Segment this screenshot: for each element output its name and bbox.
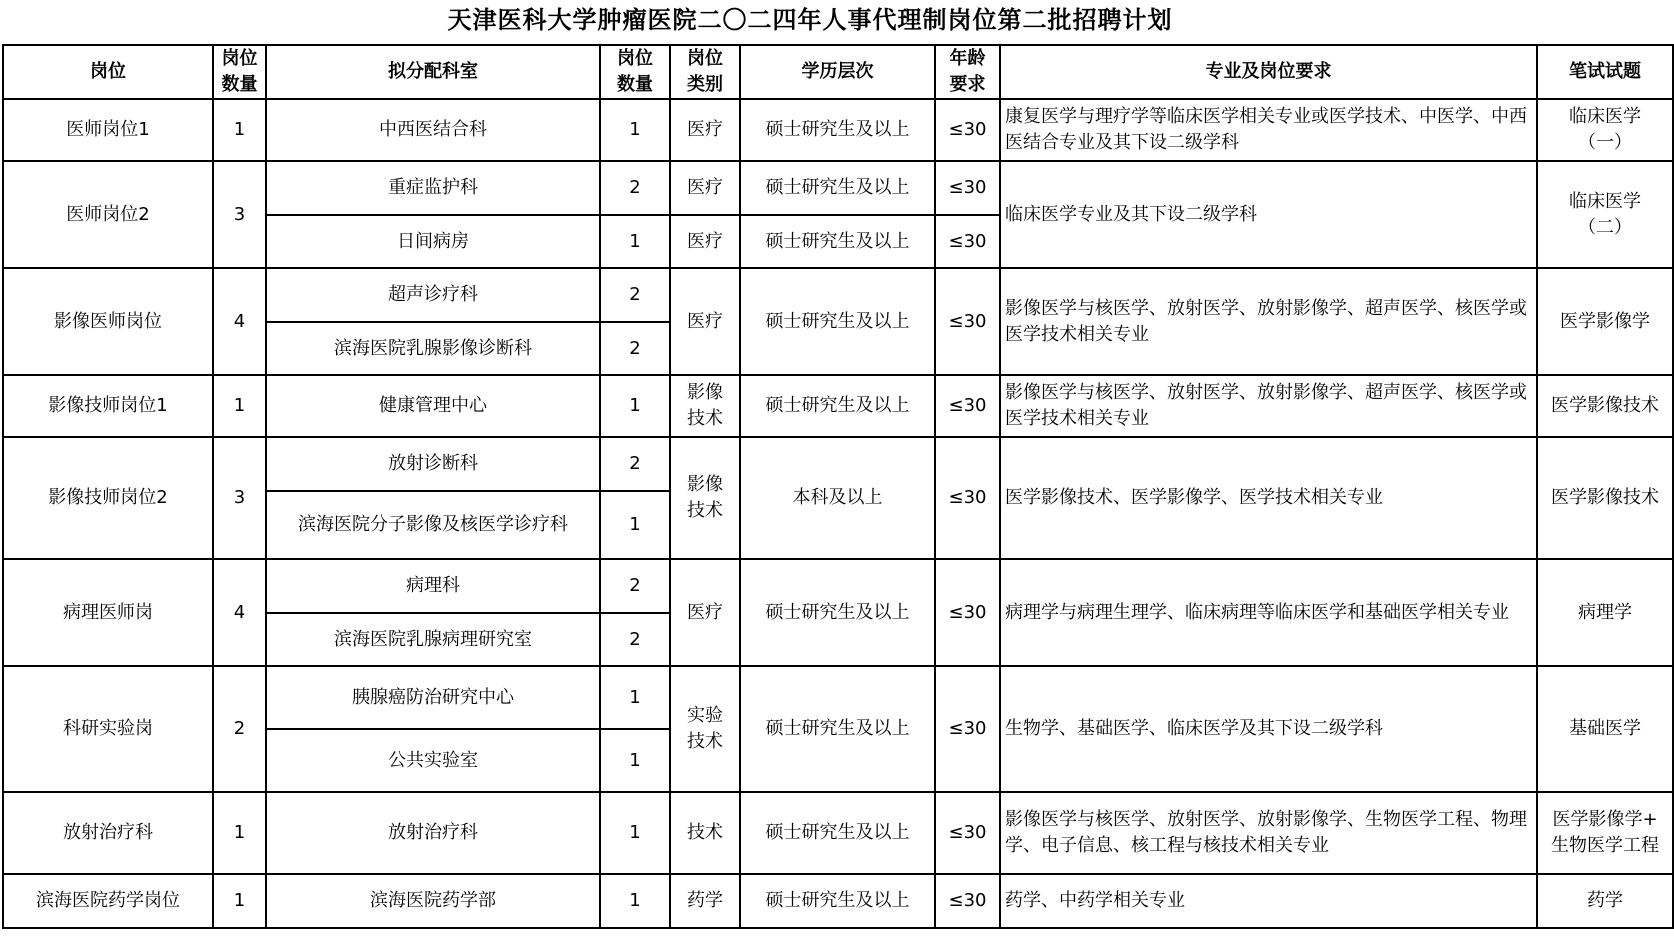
table-row [3,99,1673,161]
position-count-cell: 4 [213,559,266,666]
position-count-cell: 1 [213,874,266,928]
dept-count-cell: 2 [600,322,670,375]
header-position-count: 岗位 数量 [213,45,266,99]
dept-count-cell: 1 [600,375,670,437]
department-cell: 滨海医院乳腺影像诊断科 [266,322,600,375]
requirements-cell: 影像医学与核医学、放射医学、放射影像学、超声医学、核医学或医学技术相关专业 [1000,268,1537,375]
table-row [3,268,1673,322]
header-age: 年龄 要求 [935,45,1000,99]
age-cell: ≤30 [935,215,1000,268]
category-cell: 影像 技术 [670,437,740,559]
requirements-cell: 病理学与病理生理学、临床病理等临床医学和基础医学相关专业 [1000,559,1537,666]
table-row [3,161,1673,215]
exam-cell: 医学影像技术 [1537,437,1673,559]
department-cell: 胰腺癌防治研究中心 [266,666,600,729]
position-cell: 影像技师岗位1 [3,375,213,437]
dept-count-cell: 1 [600,792,670,874]
position-count-cell: 3 [213,437,266,559]
requirements-cell: 临床医学专业及其下设二级学科 [1000,161,1537,268]
department-cell: 滨海医院乳腺病理研究室 [266,613,600,666]
dept-count-cell: 2 [600,613,670,666]
requirements-cell: 医学影像技术、医学影像学、医学技术相关专业 [1000,437,1537,559]
category-cell: 医疗 [670,215,740,268]
position-count-cell: 1 [213,792,266,874]
position-cell: 影像技师岗位2 [3,437,213,559]
requirements-cell: 影像医学与核医学、放射医学、放射影像学、生物医学工程、物理学、电子信息、核工程与核技术相关专业 [1000,792,1537,874]
department-cell: 公共实验室 [266,729,600,792]
recruitment-table [2,44,1674,929]
position-count-cell: 3 [213,161,266,268]
department-cell: 中西医结合科 [266,99,600,161]
age-cell: ≤30 [935,666,1000,792]
table-row [3,666,1673,729]
exam-cell: 临床医学 （一） [1537,99,1673,161]
position-cell: 科研实验岗 [3,666,213,792]
requirements-cell: 影像医学与核医学、放射医学、放射影像学、超声医学、核医学或医学技术相关专业 [1000,375,1537,437]
header-requirements: 专业及岗位要求 [1000,45,1537,99]
header-dept-count: 岗位 数量 [600,45,670,99]
position-cell: 医师岗位1 [3,99,213,161]
position-cell: 滨海医院药学岗位 [3,874,213,928]
category-cell: 医疗 [670,99,740,161]
header-exam: 笔试试题 [1537,45,1673,99]
requirements-cell: 康复医学与理疗学等临床医学相关专业或医学技术、中医学、中西医结合专业及其下设二级学科 [1000,99,1537,161]
position-count-cell: 1 [213,375,266,437]
table-row [3,437,1673,491]
education-cell: 硕士研究生及以上 [740,666,935,792]
age-cell: ≤30 [935,268,1000,375]
department-cell: 放射诊断科 [266,437,600,491]
position-count-cell: 1 [213,99,266,161]
age-cell: ≤30 [935,559,1000,666]
education-cell: 本科及以上 [740,437,935,559]
position-cell: 放射治疗科 [3,792,213,874]
age-cell: ≤30 [935,874,1000,928]
category-cell: 医疗 [670,559,740,666]
table-row [3,559,1673,613]
position-count-cell: 4 [213,268,266,375]
department-cell: 日间病房 [266,215,600,268]
department-cell: 滨海医院药学部 [266,874,600,928]
category-cell: 实验 技术 [670,666,740,792]
dept-count-cell: 1 [600,99,670,161]
position-cell: 影像医师岗位 [3,268,213,375]
department-cell: 放射治疗科 [266,792,600,874]
age-cell: ≤30 [935,375,1000,437]
dept-count-cell: 1 [600,729,670,792]
dept-count-cell: 2 [600,161,670,215]
education-cell: 硕士研究生及以上 [740,792,935,874]
dept-count-cell: 1 [600,491,670,559]
exam-cell: 基础医学 [1537,666,1673,792]
education-cell: 硕士研究生及以上 [740,99,935,161]
education-cell: 硕士研究生及以上 [740,559,935,666]
exam-cell: 医学影像技术 [1537,375,1673,437]
age-cell: ≤30 [935,437,1000,559]
dept-count-cell: 2 [600,437,670,491]
dept-count-cell: 1 [600,666,670,729]
category-cell: 医疗 [670,268,740,375]
table-row [3,874,1673,928]
age-cell: ≤30 [935,99,1000,161]
header-row [3,45,1673,99]
category-cell: 药学 [670,874,740,928]
education-cell: 硕士研究生及以上 [740,268,935,375]
exam-cell: 药学 [1537,874,1673,928]
department-cell: 超声诊疗科 [266,268,600,322]
exam-cell: 医学影像学 [1537,268,1673,375]
exam-cell: 临床医学 （二） [1537,161,1673,268]
education-cell: 硕士研究生及以上 [740,375,935,437]
requirements-cell: 药学、中药学相关专业 [1000,874,1537,928]
dept-count-cell: 2 [600,268,670,322]
exam-cell: 病理学 [1537,559,1673,666]
table-row [3,375,1673,437]
department-cell: 重症监护科 [266,161,600,215]
category-cell: 影像 技术 [670,375,740,437]
exam-cell: 医学影像学+ 生物医学工程 [1537,792,1673,874]
header-education: 学历层次 [740,45,935,99]
category-cell: 技术 [670,792,740,874]
page-title: 天津医科大学肿瘤医院二〇二四年人事代理制岗位第二批招聘计划 [447,5,1173,34]
requirements-cell: 生物学、基础医学、临床医学及其下设二级学科 [1000,666,1537,792]
age-cell: ≤30 [935,161,1000,215]
dept-count-cell: 1 [600,874,670,928]
department-cell: 健康管理中心 [266,375,600,437]
education-cell: 硕士研究生及以上 [740,161,935,215]
header-department: 拟分配科室 [266,45,600,99]
table-row [3,792,1673,874]
position-count-cell: 2 [213,666,266,792]
department-cell: 病理科 [266,559,600,613]
header-position: 岗位 [3,45,213,99]
age-cell: ≤30 [935,792,1000,874]
dept-count-cell: 2 [600,559,670,613]
category-cell: 医疗 [670,161,740,215]
header-category: 岗位 类别 [670,45,740,99]
position-cell: 医师岗位2 [3,161,213,268]
position-cell: 病理医师岗 [3,559,213,666]
department-cell: 滨海医院分子影像及核医学诊疗科 [266,491,600,559]
dept-count-cell: 1 [600,215,670,268]
education-cell: 硕士研究生及以上 [740,215,935,268]
education-cell: 硕士研究生及以上 [740,874,935,928]
